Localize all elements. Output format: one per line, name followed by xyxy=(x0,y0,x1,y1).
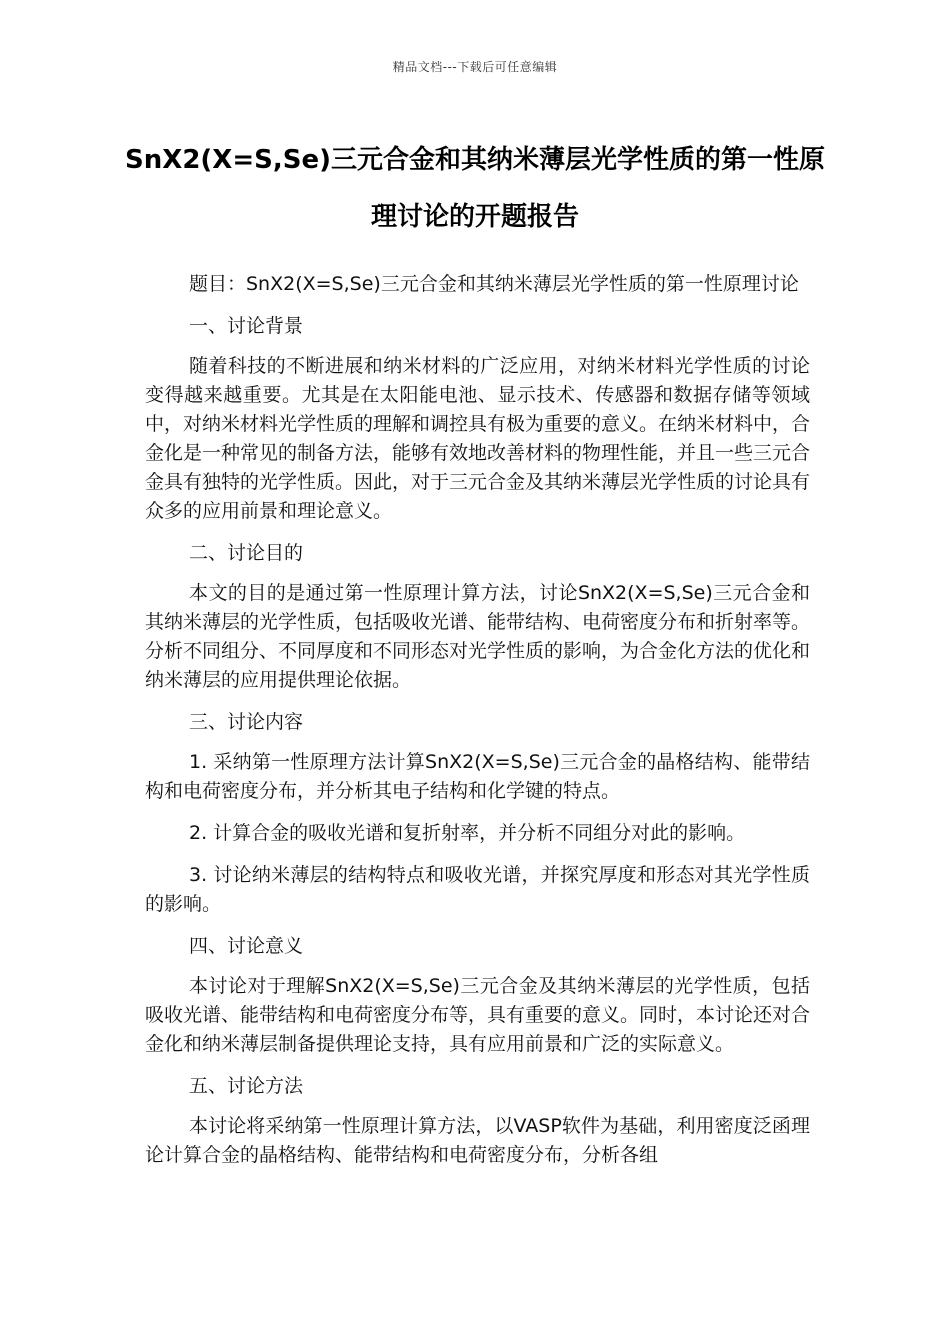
document-title: SnX2(X=S,Se)三元合金和其纳米薄层光学性质的第一性原理讨论的开题报告 xyxy=(125,145,825,232)
section-heading-background: 一、讨论背景 xyxy=(189,315,304,337)
section-heading-content: 三、讨论内容 xyxy=(189,711,304,733)
significance-paragraph: 本讨论对于理解SnX2(X=S,Se)三元合金及其纳米薄层的光学性质，包括吸收光谱、能带结构和电荷密度分布等，具有重要的意义。同时，本讨论还对合金化和纳米薄层制备提供理论支持，具有应用前景和广泛的实际意义。 xyxy=(145,975,811,1055)
content-item-1: 1. 采纳第一性原理方法计算SnX2(X=S,Se)三元合金的晶格结构、能带结构和电荷密度分布，并分析其电子结构和化学键的特点。 xyxy=(145,751,810,802)
topic-paragraph: 题目：SnX2(X=S,Se)三元合金和其纳米薄层光学性质的第一性原理讨论 xyxy=(189,273,799,295)
document-body xyxy=(145,270,810,1183)
section-heading-significance: 四、讨论意义 xyxy=(189,935,304,957)
header-note: 精品文档---下载后可任意编辑 xyxy=(392,60,558,74)
section-heading-methods: 五、讨论方法 xyxy=(189,1075,304,1097)
methods-paragraph: 本讨论将采纳第一性原理计算方法，以VASP软件为基础，利用密度泛函理论计算合金的晶格结构、能带结构和电荷密度分布，分析各组 xyxy=(145,1115,810,1166)
purpose-paragraph: 本文的目的是通过第一性原理计算方法，讨论SnX2(X=S,Se)三元合金和其纳米薄层的光学性质，包括吸收光谱、能带结构、电荷密度分布和折射率等。分析不同组分、不同厚度和不同形态对光学性质的影响，为合金化方法的优化和纳米薄层的应用提供理论依据。 xyxy=(145,582,811,691)
section-heading-purpose: 二、讨论目的 xyxy=(189,542,304,564)
background-paragraph: 随着科技的不断进展和纳米材料的广泛应用，对纳米材料光学性质的讨论变得越来越重要。尤其是在太阳能电池、显示技术、传感器和数据存储等领域中，对纳米材料光学性质的理解和调控具有极为重要的意义。在纳米材料中，合金化是一种常见的制备方法，能够有效地改善材料的物理性能，并且一些三元合金具有独特的光学性质。因此，对于三元合金及其纳米薄层光学性质的讨论具有众多的应用前景和理论意义。 xyxy=(145,355,811,522)
content-item-2: 2. 计算合金的吸收光谱和复折射率，并分析不同组分对此的影响。 xyxy=(189,822,746,844)
content-item-3: 3. 讨论纳米薄层的结构特点和吸收光谱，并探究厚度和形态对其光学性质的影响。 xyxy=(145,864,810,915)
